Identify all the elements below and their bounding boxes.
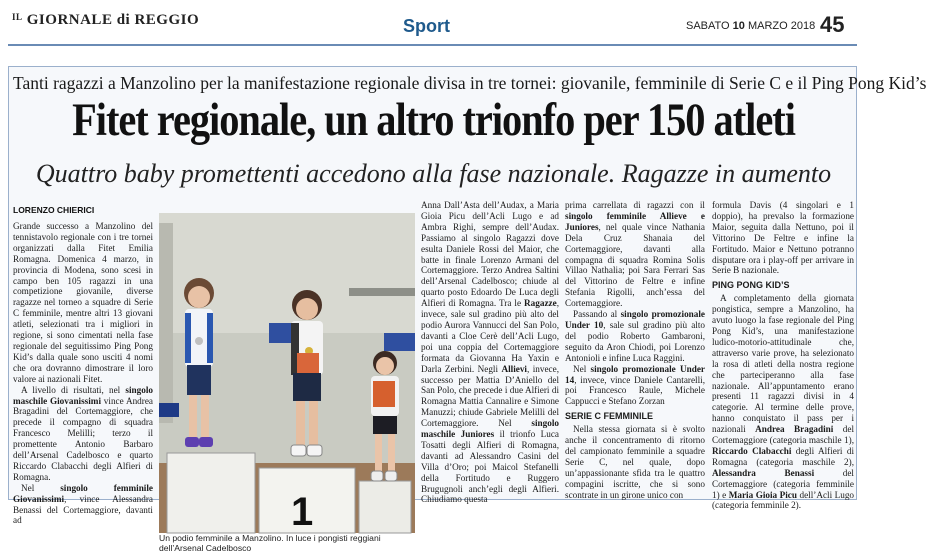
paragraph — [421, 200, 559, 505]
text-run: , vince Alessandra Benassi del Cortemaggiore, davanti ad — [13, 493, 153, 526]
article-column-3 — [565, 200, 705, 500]
article-column-1 — [13, 221, 153, 526]
text-run: Anna Dall’Asta dell’Audax, a Maria Gioia Picu dell’Acli Lugo e ad Ambra Righi, sempre dell’Audax. Passiamo al singolo Ragazzi dove esulta Daniele Rossi del Maior, che batte in finale Lorenzo Armani del Cortemaggiore. Terzo Andrea Saltini dell’Arsenal Cadelbosco; chiude al quarto posto Edoardo De Luca degli Alfieri di Romagna. Tra le — [421, 200, 559, 309]
article-frame — [8, 66, 926, 553]
logo-article: IL — [12, 12, 23, 22]
text-run: , invece, sale sul gradino più alto del podio Aurora Vannucci del San Polo, davanti a Cloe Cerè dell’Acli Lugo, poi una coppia del Cortemaggiore formata da Giovanna Ha Yaxin e Darla Zerbini. Negli — [421, 298, 559, 374]
text-run: del Cortemaggiore (categoria maschile 1), — [712, 424, 855, 446]
logo-name: GIORNALE di REGGIO — [26, 12, 200, 28]
newspaper-logo — [12, 12, 199, 29]
bold-run: Andrea Bragadini — [755, 424, 834, 435]
paragraph: Nella stessa giornata si è svolto anche il concentramento di ritorno del campionato femminile a squadre Serie C, nel quale, dopo un’appassionante sfida tra le quattro compagini iscritte, che si sono scontrate in un girone unico con — [565, 424, 705, 500]
paragraph — [565, 364, 705, 408]
text-run: il trionfo Luca Tosatti degli Alfieri di Romagna, davanti ad Alessandro Casini del Villa d’Oro; poi Maicol Stefanelli della Fortitudo e Ruggero Brugugnoli anch’egli degli Alfieri. Chiudiamo questa — [421, 429, 559, 505]
byline: LORENZO CHIERICI — [13, 205, 95, 215]
article-headline: Fitet regionale, un altro trionfo per 150 atleti — [72, 94, 795, 146]
date-month-year: MARZO 2018 — [747, 20, 816, 32]
bold-run: Allievi — [501, 363, 527, 374]
date-day-number: 10 — [732, 20, 745, 32]
page-number: 45 — [820, 12, 845, 37]
text-run: dell’Acli Lugo (categoria femminile 2). — [712, 489, 855, 511]
text-run: , invece, successo per Mattia D’Aniello del San Polo, che precede i due Alfieri di Romagna Mattia Cannalire e Simone Manuzzi; chiude Gabriele Melilli del Cortemaggiore. Nel — [421, 363, 560, 429]
bold-run: singolo promozionale Under 10 — [565, 309, 705, 330]
date-weekday: SABATO — [686, 20, 730, 32]
text-run: , nel quale vince Nathania Dela Cruz Shanaia del Cortemaggiore, davanti alla compagna di squadra Romina Solis Villao Nathalia; poi Sara Ferrari Sas del Vittorino de Feltre e infine Stefania Rigolli, anch’essa del Cortemaggiore. — [565, 221, 705, 309]
article-subhead: Quattro baby promettenti accedono alla fase nazionale. Ragazze in aumento — [35, 159, 832, 188]
text-run: del Cortemaggiore (categoria femminile 1) e — [712, 467, 854, 500]
bold-run: singolo femminile Giovanissimi — [13, 482, 153, 504]
article-column-2 — [421, 200, 559, 505]
text-run: , invece, vince Daniele Cantarelli, poi Francesco Raule, Michele Cappucci e Stefano Zorzan — [565, 374, 705, 407]
article-kicker: Tanti ragazzi a Manzolino per la manifestazione regionale divisa in tre tornei: giovanile, femminile di Serie C e il Ping Pong Kid’s — [13, 73, 926, 93]
text-run: degli Alfieri di Romagna (categoria maschile 2), — [712, 445, 854, 467]
paragraph — [13, 483, 153, 527]
bold-run: Alessandra Benassi — [712, 467, 815, 478]
bold-run: singolo femminile Allieve e Juniores — [565, 210, 705, 232]
issue-date — [686, 20, 815, 32]
photo-caption: Un podio femminile a Manzolino. In luce i pongisti reggiani dell’Arsenal Cadelbosco — [159, 533, 381, 553]
bold-run: singolo promozionale Under 14 — [565, 363, 705, 385]
section-title: Sport — [403, 16, 450, 36]
paragraph: Grande successo a Manzolino del tennistavolo regionale con i tre tornei organizzati dalla Fitet Emilia Romagna. Domenica 4 marzo, in provincia di Modena, sono scesi in campo ben 105 ragazzi in una competizione giovanile, diverse ragazze nel torneo a squadre di Serie C femminile, mentre altri 13 giovani atleti, selezionati tra i migliori in regione, si sono cimentati nella fase regionale del seguitissimo Ping Pong Kid’s dalla quale sono usciti 4 nomi che ora dovranno dimostrare il loro valore ai nazionali Fitet. — [13, 221, 153, 384]
article-column-4 — [712, 200, 854, 511]
bold-run: Maria Gioia Picu — [728, 489, 797, 500]
text-run: prima carrellata di ragazzi con il — [565, 200, 705, 210]
section-heading-serie-c: SERIE C FEMMINILE — [565, 411, 654, 422]
text-run: Passando al — [573, 309, 618, 320]
podium-photo — [159, 213, 415, 533]
text-run: A livello di risultati, nel — [21, 384, 121, 395]
masthead — [8, 4, 857, 44]
paragraph — [13, 385, 153, 483]
text-run: Nel — [21, 482, 35, 493]
podium-first-place-label: 1 — [291, 490, 314, 534]
bold-run: singolo maschile Juniores — [421, 418, 559, 440]
bold-run: Riccardo Clabacchi — [712, 445, 792, 456]
text-run: A completamento della giornata pongistica, sempre a Manzolino, ha avuto luogo la fase regionale del Ping Pong Kid’s, una manifestazione ludico-motorio-attitudinale che, attraverso varie prove, ha selezionato la rosa di atleti della nostra regione che parteciperanno alla fase nazionale. All’appuntamento erano presenti 11 ragazzi divisi in 4 categorie. Al termine delle prove, hanno conquistato il pass per i nazionali — [712, 293, 854, 435]
podium-photo-illustration — [159, 213, 415, 533]
section-heading-ping-pong-kids: PING PONG KID’S — [712, 280, 790, 291]
text-run: vince Andrea Bragadini del Cortemaggiore, che precede il compagno di squadra Francesco Melilli; terzo il promettente Antonio Barbaro dell’Arsenal Cadelbosco e quarto Riccardo Clabacchi degli Alfieri di Romagna. — [13, 395, 153, 482]
paragraph — [565, 200, 705, 309]
paragraph: formula Davis (4 singolari e 1 doppio), ha prevalso la formazione Maior, seguita dalla Nettuno, poi il Vittorino De Feltre e infine la Fortitudo. Maior e Nettuno potranno disputare ora i play-off per arrivare in Serie B nazionale. — [712, 200, 854, 276]
paragraph — [712, 293, 854, 511]
bold-run: singolo maschile Giovanissimi — [13, 384, 153, 406]
paragraph — [565, 309, 705, 364]
text-run: , sale sul gradino più alto del podio Roberto Gambaroni, seguito da Aron Chiodi, poi Lorenzo Antonioli e infine Luca Raggini. — [565, 319, 706, 363]
bold-run: Ragazze — [524, 298, 557, 309]
header-divider — [8, 44, 857, 46]
text-run: Nel — [573, 363, 587, 374]
